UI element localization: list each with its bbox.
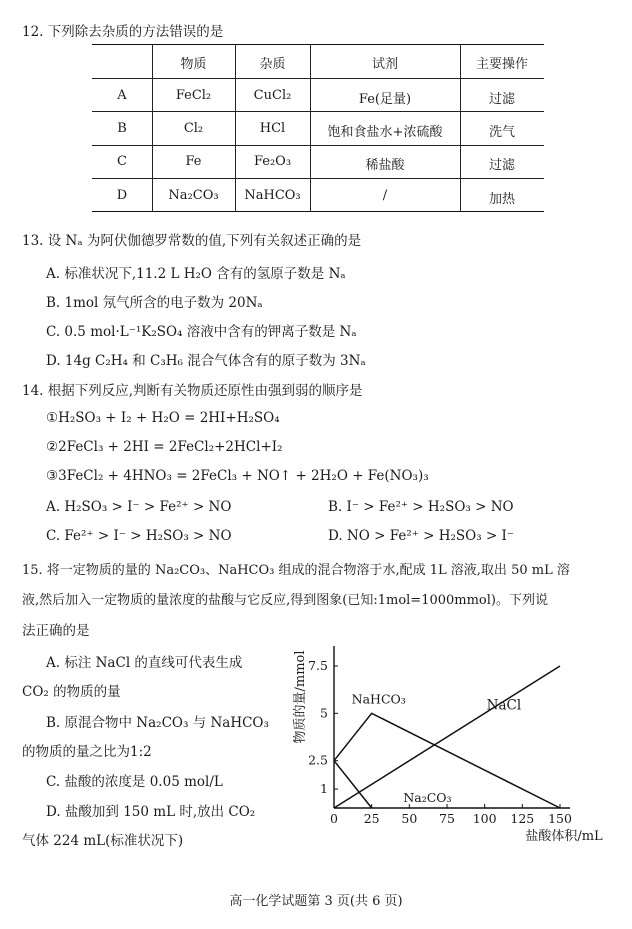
row-b-operation: 洗气 bbox=[488, 125, 515, 140]
q15-option-c-line1: C. 盐酸的浓度是 0.05 mol/L bbox=[46, 774, 223, 790]
q14-reaction-3: ③3FeCl₂ + 4HNO₃ = 2FeCl₃ + NO↑ + 2H₂O + Fe(NO₃)₃ bbox=[46, 468, 429, 484]
q13-option-c: C. 0.5 mol·L⁻¹K₂SO₄ 溶液中含有的钾离子数是 Nₐ bbox=[46, 324, 357, 340]
series-line-1 bbox=[334, 666, 560, 808]
header-substance: 物质 bbox=[180, 57, 207, 72]
hcl-titration-chart bbox=[290, 618, 620, 848]
series-label-nahco3: NaHCO₃ bbox=[351, 691, 406, 707]
row-b-impurity: HCl bbox=[259, 121, 286, 136]
chart-svg bbox=[290, 618, 620, 848]
q13-stem: 13. 设 Nₐ 为阿伏伽德罗常数的值,下列有关叙述正确的是 bbox=[22, 233, 362, 249]
x-tick-label: 0 bbox=[330, 811, 338, 826]
row-d-impurity: NaHCO₃ bbox=[244, 188, 301, 203]
row-c-reagent: 稀盐酸 bbox=[365, 158, 405, 173]
row-a-operation: 过滤 bbox=[488, 92, 515, 107]
q13-option-a: A. 标准状况下,11.2 L H₂O 含有的氢原子数是 Nₐ bbox=[46, 266, 346, 282]
q15-option-a-line2: CO₂ 的物质的量 bbox=[22, 684, 121, 700]
q15-stem-line1: 15. 将一定物质的量的 Na₂CO₃、NaHCO₃ 组成的混合物溶于水,配成 1L 溶液,取出 50 mL 溶 bbox=[22, 563, 570, 578]
q15-stem-line3: 法正确的是 bbox=[22, 623, 90, 639]
row-a-reagent: Fe(足量) bbox=[358, 92, 412, 107]
y-tick-label: 7.5 bbox=[308, 658, 328, 673]
q15-option-d-line2: 气体 224 mL(标准状况下) bbox=[22, 833, 184, 849]
q15-option-b-line1: B. 原混合物中 Na₂CO₃ 与 NaHCO₃ bbox=[46, 715, 269, 731]
y-tick-label: 5 bbox=[320, 705, 328, 721]
x-tick-label: 125 bbox=[510, 811, 535, 826]
row-a-substance: FeCl₂ bbox=[175, 88, 212, 103]
series-label-na2co3: Na₂CO₃ bbox=[403, 790, 452, 805]
q12-stem: 12. 下列除去杂质的方法错误的是 bbox=[22, 24, 224, 40]
q14-reaction-1: ①H₂SO₃ + I₂ + H₂O = 2HI+H₂SO₄ bbox=[46, 410, 280, 426]
series-label-nacl: NaCl bbox=[486, 697, 522, 714]
q13-option-b: B. 1mol 氖气所含的电子数为 20Nₐ bbox=[46, 295, 263, 311]
q15-option-b-line2: 的物质的量之比为1:2 bbox=[22, 744, 152, 760]
x-tick-label: 25 bbox=[363, 811, 380, 826]
header-impurity: 杂质 bbox=[259, 57, 286, 72]
row-b-option: B bbox=[117, 121, 127, 136]
q14-option-a: A. H₂SO₃ > I⁻ > Fe²⁺ > NO bbox=[46, 499, 232, 515]
x-tick-label: 50 bbox=[401, 811, 418, 826]
row-b-substance: Cl₂ bbox=[183, 121, 204, 136]
row-c-option: C bbox=[117, 154, 127, 169]
q15-option-d-line1: D. 盐酸加到 150 mL 时,放出 CO₂ bbox=[46, 804, 256, 820]
row-a-impurity: CuCl₂ bbox=[253, 88, 292, 103]
q14-option-b: B. I⁻ > Fe²⁺ > H₂SO₃ > NO bbox=[328, 499, 514, 515]
q14-reaction-2: ②2FeCl₃ + 2HI = 2FeCl₂+2HCl+I₂ bbox=[46, 439, 283, 455]
x-tick-label: 75 bbox=[439, 811, 455, 826]
q13-option-d: D. 14g C₂H₄ 和 C₃H₆ 混合气体含有的原子数为 3Nₐ bbox=[46, 353, 366, 369]
row-c-operation: 过滤 bbox=[488, 158, 515, 173]
x-tick-label: 100 bbox=[472, 811, 497, 826]
impurity-removal-table bbox=[92, 44, 544, 212]
page-footer: 高一化学试题第 3 页(共 6 页) bbox=[229, 894, 403, 909]
row-c-impurity: Fe₂O₃ bbox=[253, 154, 292, 169]
header-reagent: 试剂 bbox=[371, 57, 398, 72]
row-b-reagent: 饱和食盐水+浓硫酸 bbox=[327, 125, 443, 140]
q14-option-d: D. NO > Fe²⁺ > H₂SO₃ > I⁻ bbox=[328, 528, 515, 544]
row-c-substance: Fe bbox=[185, 154, 202, 169]
series-line-2 bbox=[334, 761, 372, 808]
y-tick-label: 2.5 bbox=[308, 752, 328, 768]
q14-stem: 14. 根据下列反应,判断有关物质还原性由强到弱的顺序是 bbox=[22, 383, 363, 399]
y-tick-label: 1 bbox=[320, 781, 328, 797]
y-axis-label: 物质的量/mmol bbox=[293, 650, 308, 744]
row-a-option: A bbox=[117, 88, 127, 103]
row-d-option: D bbox=[116, 188, 128, 203]
header-operation: 主要操作 bbox=[475, 57, 528, 72]
q15-stem-line2: 液,然后加入一定物质的量浓度的盐酸与它反应,得到图象(已知:1mol=1000mmol)。下列说 bbox=[22, 593, 548, 608]
x-tick-label: 150 bbox=[548, 811, 572, 826]
row-d-reagent: / bbox=[382, 188, 388, 203]
x-axis-label: 盐酸体积/mL bbox=[525, 829, 603, 844]
q14-option-c: C. Fe²⁺ > I⁻ > H₂SO₃ > NO bbox=[46, 528, 232, 544]
row-d-operation: 加热 bbox=[488, 192, 515, 207]
q15-option-a-line1: A. 标注 NaCl 的直线可代表生成 bbox=[46, 655, 243, 671]
row-d-substance: Na₂CO₃ bbox=[168, 188, 219, 203]
